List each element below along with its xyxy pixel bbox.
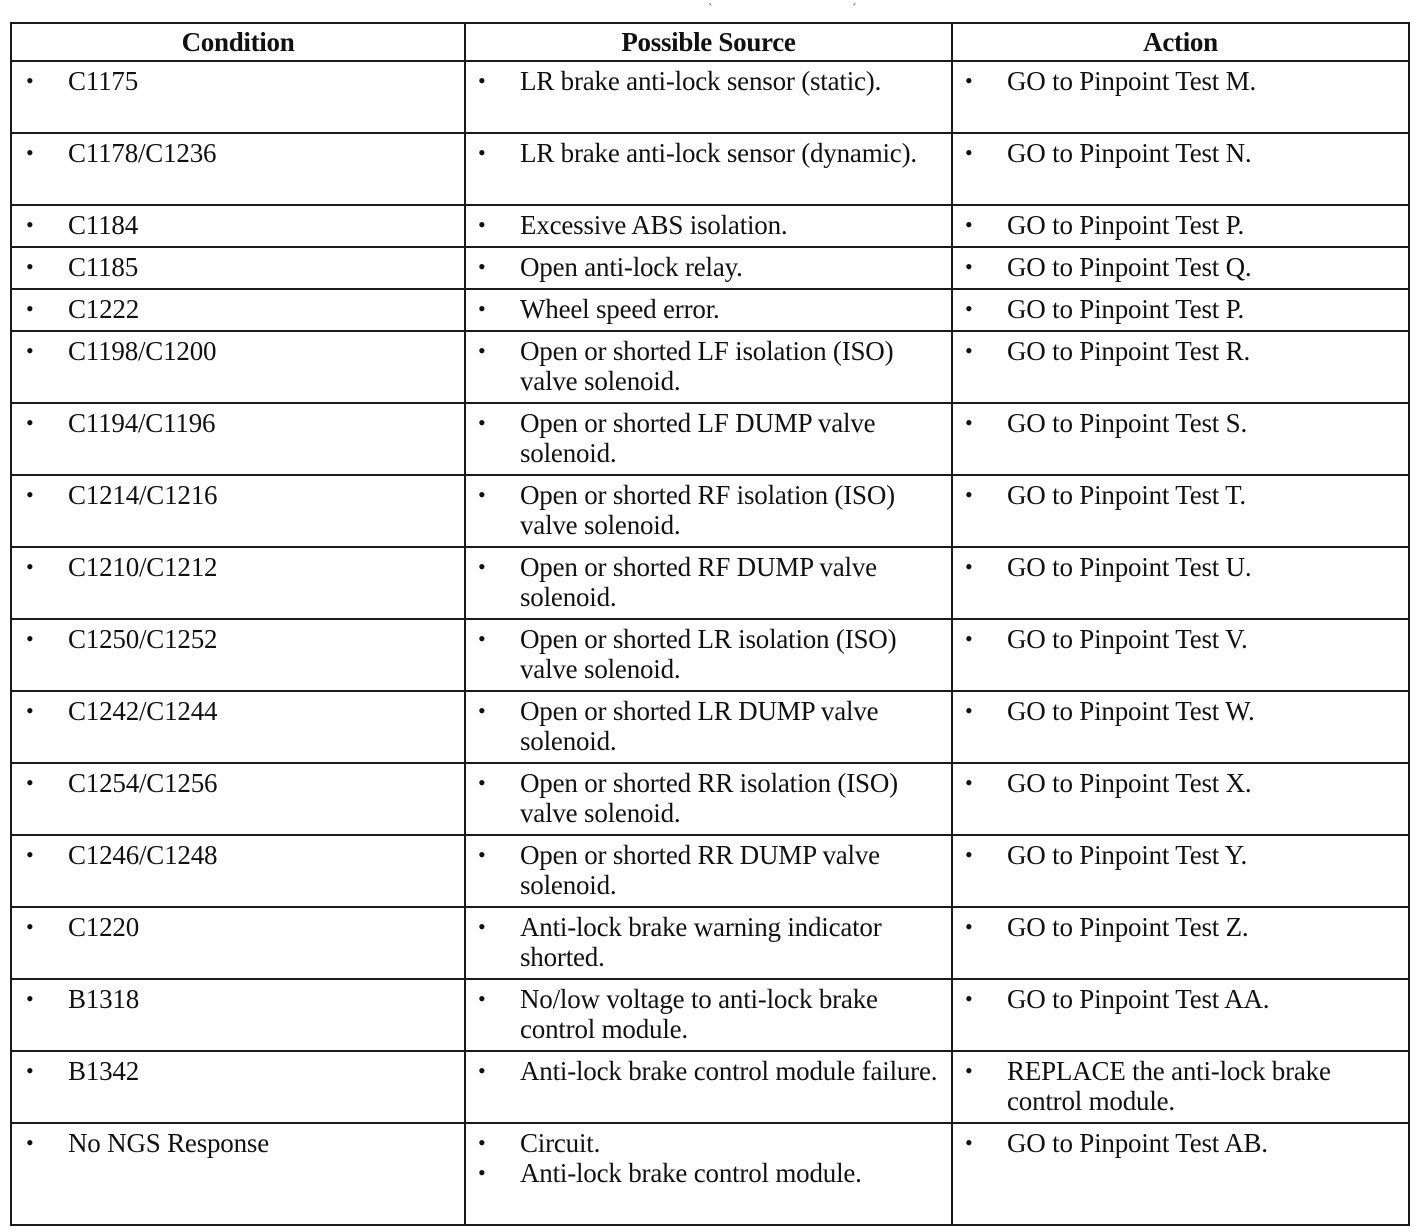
possible-source-text: Open or shorted RF isolation (ISO) valve solenoid. <box>520 480 895 540</box>
possible-source-text: Open or shorted RR isolation (ISO) valve solenoid. <box>520 768 898 828</box>
action-cell <box>952 403 1409 475</box>
action-text: GO to Pinpoint Test V. <box>1007 624 1248 654</box>
action-cell <box>952 475 1409 547</box>
possible-source-text: Open or shorted LF DUMP valve solenoid. <box>520 408 876 468</box>
possible-source-text: Wheel speed error. <box>520 294 720 324</box>
bullet-icon: • <box>478 626 486 651</box>
condition-text: B1342 <box>68 1056 140 1086</box>
bullet-item <box>466 290 951 324</box>
bullet-item <box>466 404 951 468</box>
bullet-item <box>12 332 464 366</box>
table-row <box>11 61 1409 133</box>
possible-source-cell <box>465 475 952 547</box>
action-cell <box>952 547 1409 619</box>
possible-source-cell <box>465 979 952 1051</box>
condition-cell <box>11 61 465 133</box>
action-cell <box>952 1123 1409 1225</box>
scan-speck: ˋ <box>708 2 713 17</box>
bullet-item <box>953 404 1408 438</box>
condition-text: C1242/C1244 <box>68 696 218 726</box>
bullet-icon: • <box>478 1058 486 1083</box>
table-row <box>11 619 1409 691</box>
bullet-item <box>953 1052 1408 1116</box>
bullet-icon: • <box>478 254 486 279</box>
condition-cell <box>11 289 465 331</box>
possible-source-cell <box>465 133 952 205</box>
condition-text: C1184 <box>68 210 139 240</box>
bullet-icon: • <box>478 212 486 237</box>
bullet-item <box>12 404 464 438</box>
action-text: GO to Pinpoint Test S. <box>1007 408 1247 438</box>
bullet-item <box>466 1158 951 1188</box>
condition-cell <box>11 1123 465 1225</box>
possible-source-cell <box>465 691 952 763</box>
table-row <box>11 835 1409 907</box>
table-row <box>11 763 1409 835</box>
bullet-icon: • <box>26 296 34 321</box>
possible-source-cell <box>465 547 952 619</box>
bullet-item <box>953 692 1408 726</box>
possible-source-text: Excessive ABS isolation. <box>520 210 788 240</box>
bullet-icon: • <box>478 554 486 579</box>
bullet-item <box>12 620 464 654</box>
action-cell <box>952 1051 1409 1123</box>
bullet-icon: • <box>26 914 34 939</box>
bullet-icon: • <box>965 212 973 237</box>
bullet-icon: • <box>26 1130 34 1155</box>
bullet-icon: • <box>965 842 973 867</box>
condition-cell <box>11 475 465 547</box>
action-cell <box>952 691 1409 763</box>
possible-source-cell <box>465 61 952 133</box>
action-cell <box>952 61 1409 133</box>
bullet-item <box>466 332 951 396</box>
bullet-icon: • <box>965 986 973 1011</box>
action-cell <box>952 289 1409 331</box>
bullet-icon: • <box>26 626 34 651</box>
condition-text: B1318 <box>68 984 140 1014</box>
bullet-item <box>953 764 1408 798</box>
possible-source-cell <box>465 763 952 835</box>
condition-cell <box>11 133 465 205</box>
condition-cell <box>11 547 465 619</box>
action-text: GO to Pinpoint Test U. <box>1007 552 1252 582</box>
table-row <box>11 133 1409 205</box>
bullet-item <box>466 1052 951 1086</box>
header-action: Action <box>952 23 1409 61</box>
bullet-item <box>953 1124 1408 1158</box>
action-cell <box>952 205 1409 247</box>
bullet-icon: • <box>478 338 486 363</box>
bullet-item <box>953 332 1408 366</box>
bullet-icon: • <box>26 140 34 165</box>
action-cell <box>952 247 1409 289</box>
bullet-icon: • <box>26 842 34 867</box>
possible-source-text: Anti-lock brake control module failure. <box>520 1056 938 1086</box>
bullet-item <box>466 1124 951 1158</box>
bullet-item <box>466 764 951 828</box>
header-condition: Condition <box>11 23 465 61</box>
bullet-icon: • <box>965 914 973 939</box>
condition-cell <box>11 1051 465 1123</box>
condition-cell <box>11 403 465 475</box>
action-text: GO to Pinpoint Test Z. <box>1007 912 1249 942</box>
bullet-item <box>466 620 951 684</box>
table-row <box>11 205 1409 247</box>
bullet-icon: • <box>965 296 973 321</box>
bullet-icon: • <box>26 698 34 723</box>
condition-cell <box>11 907 465 979</box>
bullet-item <box>953 836 1408 870</box>
action-cell <box>952 979 1409 1051</box>
condition-cell <box>11 763 465 835</box>
possible-source-text: No/low voltage to anti-lock brake control module. <box>520 984 878 1044</box>
action-text: GO to Pinpoint Test N. <box>1007 138 1252 168</box>
table-row <box>11 1123 1409 1225</box>
bullet-item <box>12 62 464 96</box>
condition-text: C1198/C1200 <box>68 336 217 366</box>
bullet-icon: • <box>26 212 34 237</box>
bullet-icon: • <box>26 1058 34 1083</box>
bullet-item <box>466 548 951 612</box>
bullet-icon: • <box>965 482 973 507</box>
table-row <box>11 907 1409 979</box>
condition-cell <box>11 835 465 907</box>
condition-cell <box>11 691 465 763</box>
possible-source-text: Anti-lock brake control module. <box>520 1158 862 1188</box>
bullet-item <box>12 692 464 726</box>
condition-text: C1254/C1256 <box>68 768 218 798</box>
action-text: GO to Pinpoint Test X. <box>1007 768 1252 798</box>
bullet-icon: • <box>965 140 973 165</box>
bullet-item <box>12 908 464 942</box>
bullet-item <box>953 548 1408 582</box>
bullet-item <box>12 836 464 870</box>
bullet-item <box>12 548 464 582</box>
bullet-icon: • <box>478 986 486 1011</box>
bullet-item <box>12 1124 464 1158</box>
bullet-item <box>953 980 1408 1014</box>
bullet-item <box>466 908 951 972</box>
condition-cell <box>11 979 465 1051</box>
bullet-item <box>466 206 951 240</box>
bullet-item <box>466 476 951 540</box>
possible-source-text: Anti-lock brake warning indicator shorted. <box>520 912 882 972</box>
table-row <box>11 1051 1409 1123</box>
possible-source-cell <box>465 835 952 907</box>
bullet-item <box>466 62 951 96</box>
bullet-item <box>953 290 1408 324</box>
condition-text: C1185 <box>68 252 139 282</box>
bullet-item <box>953 62 1408 96</box>
bullet-icon: • <box>478 296 486 321</box>
condition-text: C1222 <box>68 294 140 324</box>
possible-source-text: LR brake anti-lock sensor (static). <box>520 66 882 96</box>
bullet-icon: • <box>478 1130 486 1155</box>
possible-source-cell <box>465 205 952 247</box>
header-possible-source: Possible Source <box>465 23 952 61</box>
bullet-item <box>953 620 1408 654</box>
bullet-item <box>12 980 464 1014</box>
bullet-item <box>953 476 1408 510</box>
bullet-icon: • <box>26 482 34 507</box>
possible-source-text: Open or shorted LF isolation (ISO) valve solenoid. <box>520 336 894 396</box>
action-text: GO to Pinpoint Test AB. <box>1007 1128 1268 1158</box>
bullet-item <box>953 248 1408 282</box>
table-row <box>11 247 1409 289</box>
action-text: REPLACE the anti-lock brake control module. <box>1007 1056 1331 1116</box>
condition-text: C1220 <box>68 912 140 942</box>
bullet-icon: • <box>26 338 34 363</box>
action-text: GO to Pinpoint Test AA. <box>1007 984 1270 1014</box>
condition-text: C1175 <box>68 66 139 96</box>
bullet-icon: • <box>478 914 486 939</box>
possible-source-cell <box>465 1123 952 1225</box>
table-row <box>11 691 1409 763</box>
condition-text: C1210/C1212 <box>68 552 218 582</box>
action-text: GO to Pinpoint Test R. <box>1007 336 1250 366</box>
table-row <box>11 979 1409 1051</box>
table-row <box>11 547 1409 619</box>
bullet-icon: • <box>26 68 34 93</box>
bullet-icon: • <box>965 698 973 723</box>
bullet-item <box>12 206 464 240</box>
bullet-item <box>466 692 951 756</box>
bullet-icon: • <box>478 842 486 867</box>
bullet-item <box>12 764 464 798</box>
bullet-item <box>466 980 951 1044</box>
bullet-item <box>953 206 1408 240</box>
bullet-icon: • <box>965 254 973 279</box>
action-cell <box>952 619 1409 691</box>
bullet-icon: • <box>478 698 486 723</box>
bullet-item <box>466 836 951 900</box>
table-header-row <box>11 23 1409 61</box>
bullet-item <box>12 134 464 168</box>
action-text: GO to Pinpoint Test T. <box>1007 480 1246 510</box>
condition-cell <box>11 205 465 247</box>
condition-text: C1178/C1236 <box>68 138 217 168</box>
possible-source-text: Open or shorted RF DUMP valve solenoid. <box>520 552 877 612</box>
condition-cell <box>11 247 465 289</box>
table-body <box>11 61 1409 1225</box>
bullet-item <box>466 248 951 282</box>
condition-text: No NGS Response <box>68 1128 270 1158</box>
bullet-icon: • <box>478 1160 486 1185</box>
possible-source-text: Open or shorted RR DUMP valve solenoid. <box>520 840 880 900</box>
action-text: GO to Pinpoint Test W. <box>1007 696 1255 726</box>
bullet-item <box>953 908 1408 942</box>
bullet-icon: • <box>478 410 486 435</box>
bullet-item <box>12 248 464 282</box>
possible-source-cell <box>465 1051 952 1123</box>
bullet-item <box>953 134 1408 168</box>
bullet-icon: • <box>965 1058 973 1083</box>
bullet-icon: • <box>965 554 973 579</box>
bullet-icon: • <box>478 68 486 93</box>
bullet-icon: • <box>965 1130 973 1155</box>
action-text: GO to Pinpoint Test Y. <box>1007 840 1247 870</box>
possible-source-cell <box>465 247 952 289</box>
bullet-icon: • <box>478 482 486 507</box>
bullet-icon: • <box>478 140 486 165</box>
bullet-item <box>12 290 464 324</box>
table-row <box>11 403 1409 475</box>
action-cell <box>952 907 1409 979</box>
bullet-icon: • <box>965 68 973 93</box>
condition-cell <box>11 619 465 691</box>
bullet-icon: • <box>26 554 34 579</box>
bullet-item <box>466 134 951 168</box>
possible-source-text: LR brake anti-lock sensor (dynamic). <box>520 138 917 168</box>
action-cell <box>952 133 1409 205</box>
scan-speck: ˊ <box>852 2 857 17</box>
action-cell <box>952 763 1409 835</box>
diagnostic-table <box>10 22 1410 1226</box>
action-text: GO to Pinpoint Test P. <box>1007 294 1245 324</box>
possible-source-cell <box>465 403 952 475</box>
table-row <box>11 475 1409 547</box>
action-text: GO to Pinpoint Test M. <box>1007 66 1256 96</box>
bullet-icon: • <box>26 254 34 279</box>
action-text: GO to Pinpoint Test P. <box>1007 210 1245 240</box>
table-row <box>11 331 1409 403</box>
condition-text: C1214/C1216 <box>68 480 218 510</box>
bullet-item <box>12 476 464 510</box>
possible-source-text: Open or shorted LR isolation (ISO) valve solenoid. <box>520 624 897 684</box>
possible-source-cell <box>465 619 952 691</box>
possible-source-text: Open anti-lock relay. <box>520 252 743 282</box>
action-text: GO to Pinpoint Test Q. <box>1007 252 1252 282</box>
bullet-icon: • <box>965 626 973 651</box>
bullet-icon: • <box>478 770 486 795</box>
possible-source-text: Circuit. <box>520 1128 601 1158</box>
possible-source-cell <box>465 907 952 979</box>
bullet-icon: • <box>965 410 973 435</box>
action-cell <box>952 835 1409 907</box>
bullet-icon: • <box>965 338 973 363</box>
diagnostic-table-page <box>10 22 1408 1226</box>
condition-text: C1246/C1248 <box>68 840 218 870</box>
possible-source-cell <box>465 331 952 403</box>
bullet-icon: • <box>26 770 34 795</box>
bullet-item <box>12 1052 464 1086</box>
bullet-icon: • <box>26 410 34 435</box>
bullet-icon: • <box>26 986 34 1011</box>
possible-source-cell <box>465 289 952 331</box>
condition-cell <box>11 331 465 403</box>
possible-source-text: Open or shorted LR DUMP valve solenoid. <box>520 696 879 756</box>
table-row <box>11 289 1409 331</box>
action-cell <box>952 331 1409 403</box>
condition-text: C1194/C1196 <box>68 408 216 438</box>
condition-text: C1250/C1252 <box>68 624 218 654</box>
bullet-icon: • <box>965 770 973 795</box>
